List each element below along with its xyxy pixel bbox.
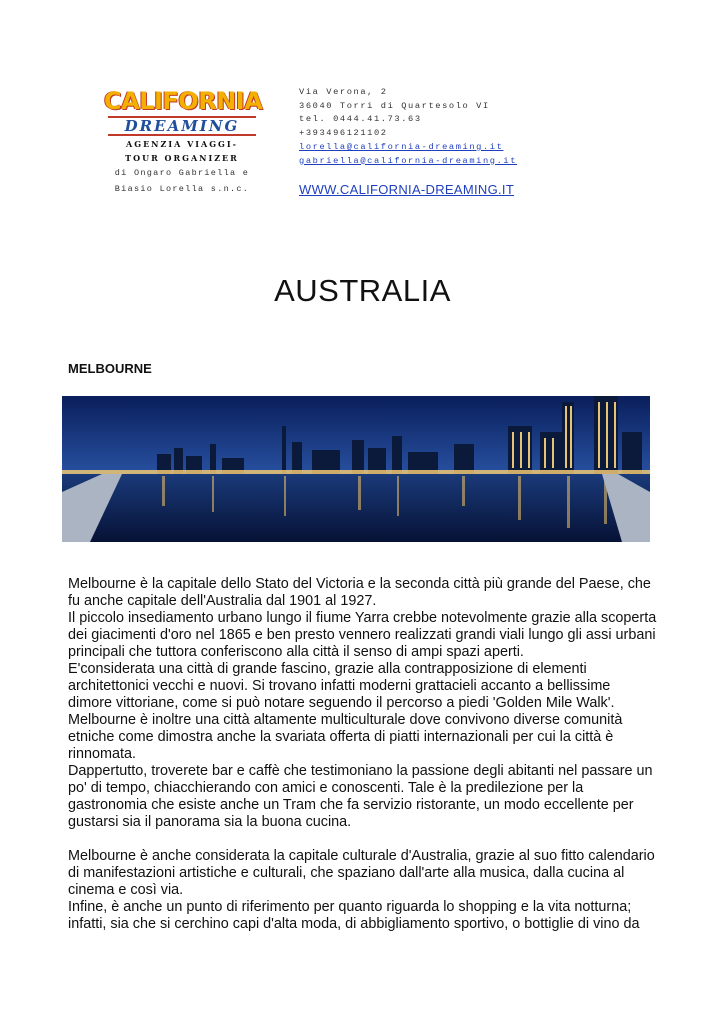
email-link-gabriella[interactable]: gabriella@california-dreaming.it bbox=[299, 155, 518, 166]
logo-line-owners1: di Ongaro Gabriella e bbox=[114, 168, 250, 178]
company-logo bbox=[104, 87, 263, 196]
contact-city: 36040 Torri di Quartesolo VI bbox=[299, 100, 490, 111]
paragraph: Il piccolo insediamento urbano lungo il fiume Yarra crebbe notevolmente grazie alla scoperta dei giacimenti d'oro nel 1865 e ben presto vennero realizzati grandi viali lungo gli assi urbani principali che tuttora conferiscono alla città il senso di ampi spazi aperti. bbox=[68, 610, 657, 660]
contact-address: Via Verona, 2 bbox=[299, 87, 388, 97]
logo-line-organizer: TOUR ORGANIZER bbox=[125, 153, 239, 163]
contact-mobile: +393496121102 bbox=[299, 128, 388, 139]
contact-phone: tel. 0444.41.73.63 bbox=[299, 114, 422, 125]
logo-brand-bottom: DREAMING bbox=[108, 116, 256, 136]
email-link-lorella[interactable]: lorella@california-dreaming.it bbox=[299, 141, 504, 152]
paragraph: Melbourne è inoltre una città altamente multiculturale dove convivono diverse comunità etniche come dimostra anche la svariata offerta di piatti internazionali per cui la città è rinnomata. bbox=[68, 712, 623, 762]
contact-block bbox=[299, 86, 517, 168]
melbourne-skyline-photo bbox=[62, 396, 650, 542]
section-heading: MELBOURNE bbox=[68, 361, 152, 376]
logo-line-owners2: Biasio Lorella s.n.c. bbox=[114, 184, 250, 194]
paragraph: Melbourne è anche considerata la capitale culturale d'Australia, grazie al suo fitto calendario di manifestazioni artistiche e culturali, che spaziano dall'arte alla musica, dalla cucina al cinema e così via. bbox=[68, 848, 655, 898]
paragraph: E'considerata una città di grande fascino, grazie alla contrapposizione di elementi architettonici vecchi e nuovi. Si trovano infatti moderni grattacieli accanto a bellissime dimore vittoriane, come si può notare seguendo il percorso a piedi 'Golden Mile Walk'. bbox=[68, 661, 615, 711]
paragraph: Infine, è anche un punto di riferimento per quanto riguarda lo shopping e la vita notturna; infatti, sia che si cerchino capi d'alta moda, di abbigliamento sportivo, o bottiglie di vino da bbox=[68, 899, 640, 932]
website-link[interactable]: WWW.CALIFORNIA-DREAMING.IT bbox=[299, 182, 515, 197]
page-title: AUSTRALIA bbox=[274, 273, 451, 308]
logo-brand-top: CALIFORNIA bbox=[104, 87, 263, 115]
paragraph: Melbourne è la capitale dello Stato del Victoria e la seconda città più grande del Paese, che fu anche capitale dell'Australia dal 1901 al 1927. bbox=[68, 576, 651, 609]
paragraph: Dappertutto, troverete bar e caffè che testimoniano la passione degli abitanti nel passare un po' di tempo, chiacchierando con amici e conoscenti. Tale è la predilezione per la gastronomia che esiste anche un Tram che fa servizio ristorante, un modo eccellente per gustarsi sia il panorama sia la buona cucina. bbox=[68, 763, 653, 830]
skyline-illustration bbox=[62, 396, 650, 542]
document-body bbox=[68, 576, 658, 933]
logo-line-agency: AGENZIA VIAGGI- bbox=[126, 139, 238, 149]
